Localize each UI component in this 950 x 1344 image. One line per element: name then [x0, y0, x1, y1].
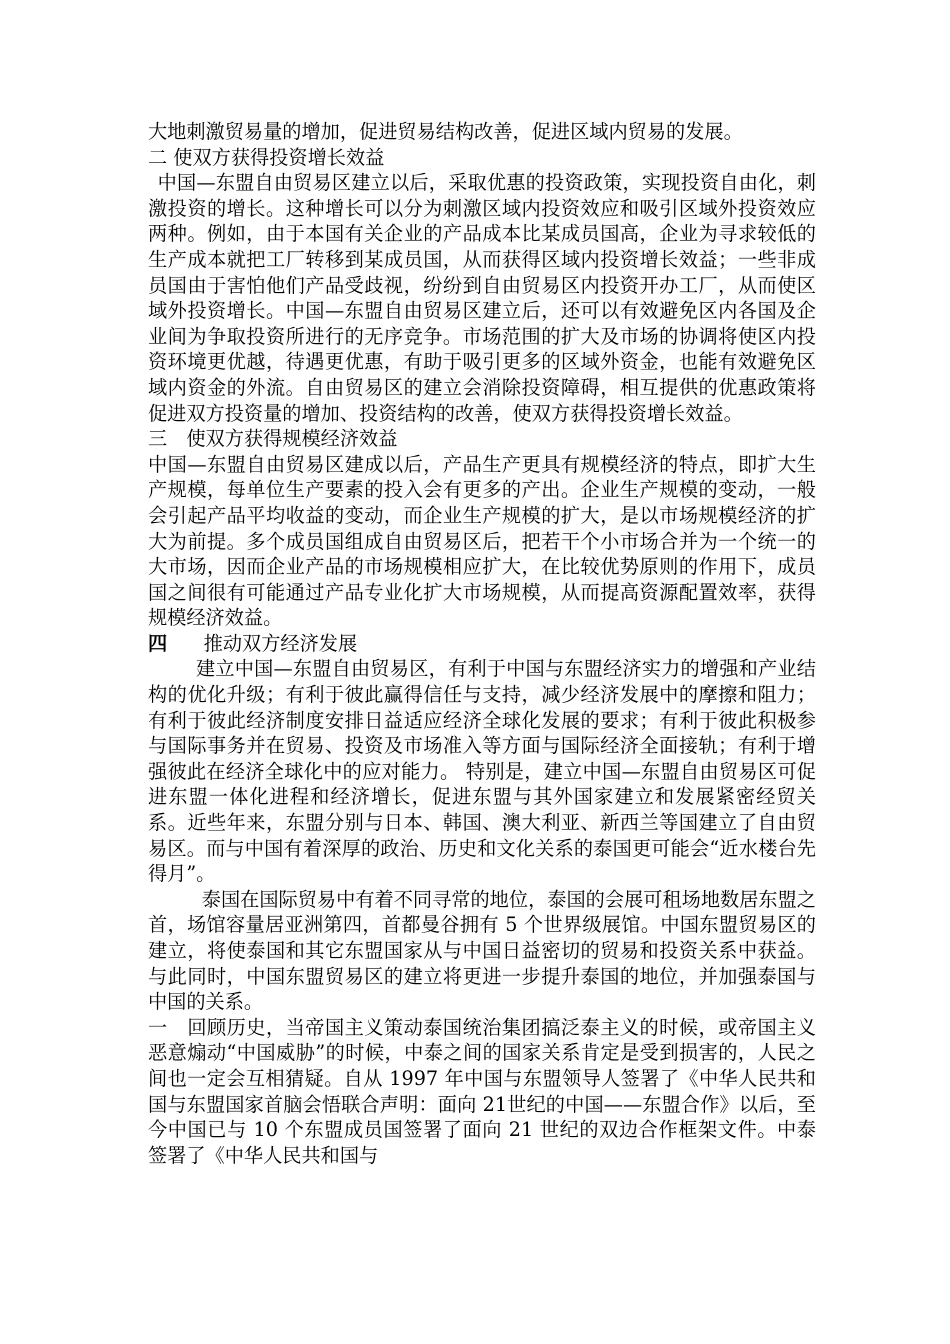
- section-paragraph-4: 建立中国—东盟自由贸易区，有利于中国与东盟经济实力的增强和产业结构的优化升级；有利于彼此赢得信任与支持，减少经济发展中的摩擦和阻力；有利于彼此经济制度安排日益适应经济全球化发展的要求；有利于彼此积极参与国际事务并在贸易、投资及市场准入等方面与国际经济全面接轨；有利于增强彼此在经济全球化中的应对能力。 特别是，建立中国—东盟自由贸易区可促进东盟一体化进程和经济增长，促进东盟与其外国家建立和发展紧密经贸关系。近些年来，东盟分别与日本、韩国、澳大利亚、新西兰等国建立了自由贸易区。而与中国有着深厚的政治、历史和文化关系的泰国更可能会“近水楼台先得月”。: [148, 657, 816, 886]
- section-heading-4-text: 推动双方经济发展: [203, 631, 358, 655]
- section-paragraph-2: 中国—东盟自由贸易区建立以后，采取优惠的投资政策，实现投资自由化，刺激投资的增长。这种增长可以分为刺激区域内投资效应和吸引区域外投资效应两种。例如，由于本国有关企业的产品成本比某成员国高，企业为寻求较低的生产成本就把工厂转移到某成员国，从而获得区域内投资增长效益；一些非成员国由于害怕他们产品受歧视，纷纷到自由贸易区内投资开办工厂，从而使区域外投资增长。中国—东盟自由贸易区建立后，还可以有效避免区内各国及企业间为争取投资所进行的无序竞争。市场范围的扩大及市场的协调将使区内投资环境更优越，待遇更优惠，有助于吸引更多的区域外资金，也能有效避免区域内资金的外流。自由贸易区的建立会消除投资障碍，相互提供的优惠政策将促进双方投资量的增加、投资结构的改善，使双方获得投资增长效益。: [148, 171, 816, 425]
- document-page: [148, 119, 816, 1168]
- section-heading-3: 三 使双方获得规模经济效益: [148, 427, 398, 451]
- section-heading-4: [148, 631, 816, 657]
- section-heading-2: 二 使双方获得投资增长效益: [148, 145, 385, 169]
- intro-paragraph: 大地刺激贸易量的增加，促进贸易结构改善，促进区域内贸易的发展。: [148, 120, 743, 143]
- section-heading-4-number: 四: [148, 631, 168, 655]
- section-paragraph-3: 中国—东盟自由贸易区建成以后，产品生产更具有规模经济的特点，即扩大生产规模，每单位生产要素的投入会有更多的产出。企业生产规模的变动，一般会引起产品平均收益的变动，而企业生产规模的扩大，是以市场规模经济的扩大为前提。多个成员国组成自由贸易区后，把若干个小市场合并为一个统一的大市场，因而企业产品的市场规模相应扩大，在比较优势原则的作用下，成员国之间很有可能通过产品专业化扩大市场规模，从而提高资源配置效率，获得规模经济效益。: [148, 452, 816, 630]
- section-paragraph-6: 一 回顾历史，当帝国主义策动泰国统治集团搞泛泰主义的时候，或帝国主义恶意煽动“中国威胁”的时候，中泰之间的国家关系肯定是受到损害的，人民之间也一定会互相猜疑。自从 1997 年中国与东盟领导人签署了《中华人民共和国与东盟国家首脑会悟联合声明：面向 21世纪的中国——东盟合作》以后，至今中国已与 10 个东盟成员国签署了面向 21 世纪的双边合作框架文件。中泰签署了《中华人民共和国与: [148, 1015, 816, 1167]
- section-paragraph-5: 泰国在国际贸易中有着不同寻常的地位，泰国的会展可租场地数居东盟之首，场馆容量居亚洲第四，首都曼谷拥有 5 个世界级展馆。中国东盟贸易区的建立，将使泰国和其它东盟国家从与中国日益密切的贸易和投资关系中获益。与此同时，中国东盟贸易区的建立将更进一步提升泰国的地位，并加强泰国与中国的关系。: [148, 887, 816, 1014]
